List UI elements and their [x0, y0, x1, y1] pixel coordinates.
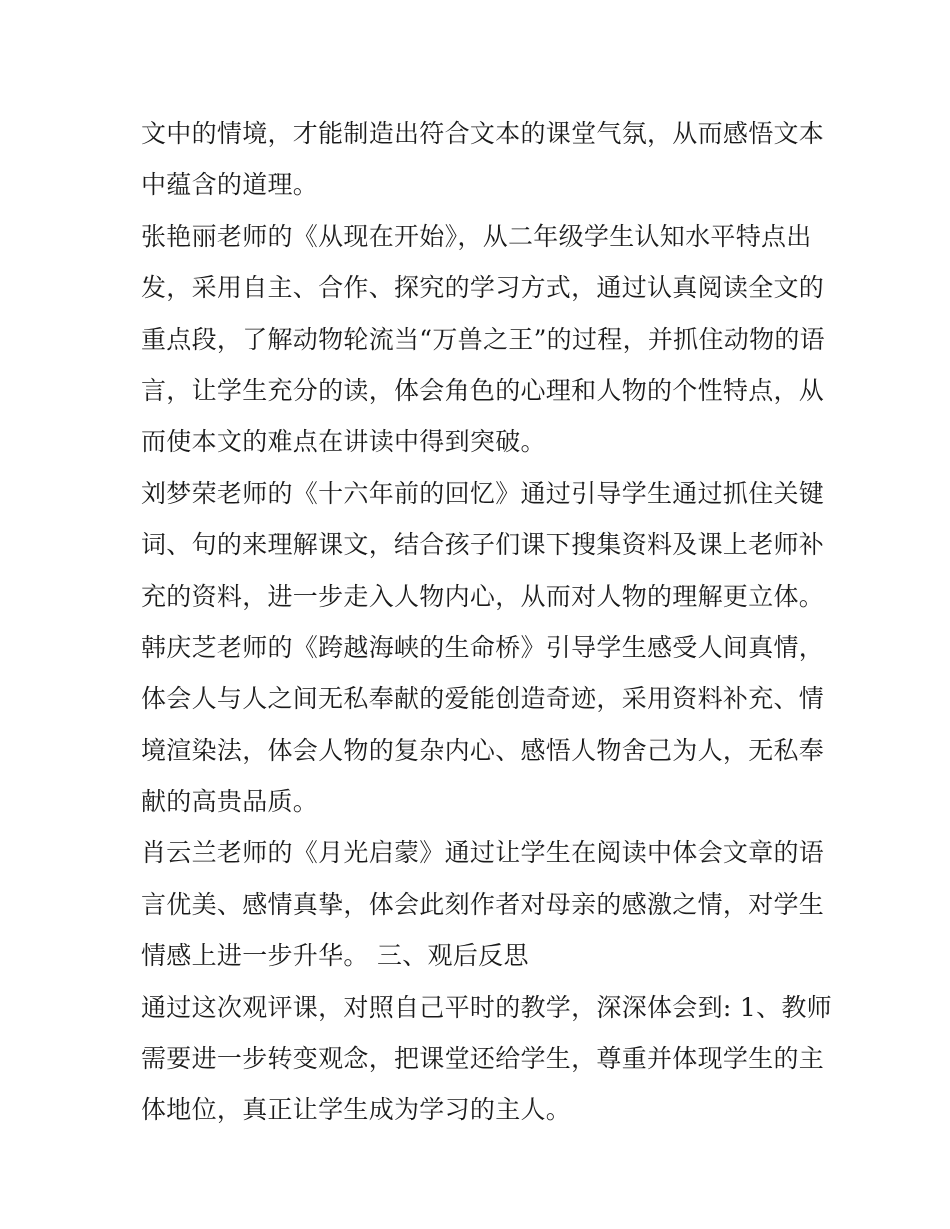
text-line: 文中的情境，才能制造出符合文本的课堂气氛，从而感悟文本 [141, 119, 825, 148]
text-line: 情感上进一步升华。 三、观后反思 [141, 941, 529, 971]
text-line: 刘梦荣老师的《十六年前的回忆》通过引导学生通过抓住关键 [141, 478, 825, 508]
text-line: 言优美、感情真挚，体会此刻作者对母亲的感激之情，对学生 [141, 889, 825, 919]
text-line: 充的资料，进一步走入人物内心，从而对人物的理解更立体。 [141, 581, 825, 611]
text-line: 言，让学生充分的读，体会角色的心理和人物的个性特点，从 [141, 375, 825, 405]
text-line: 而使本文的难点在讲读中得到突破。 [141, 427, 546, 457]
text-line: 重点段，了解动物轮流当“万兽之王”的过程，并抓住动物的语 [141, 324, 825, 354]
text-line: 肖云兰老师的《月光启蒙》通过让学生在阅读中体会文章的语 [141, 838, 825, 868]
text-line: 献的高贵品质。 [141, 787, 319, 817]
text-line: 体会人与人之间无私奉献的爱能创造奇迹，采用资料补充、情 [141, 684, 825, 714]
text-line: 词、句的来理解课文，结合孩子们课下搜集资料及课上老师补 [141, 530, 825, 560]
text-line: 通过这次观评课，对照自己平时的教学，深深体会到: 1、教师 [141, 992, 832, 1022]
text-line: 体地位，真正让学生成为学习的主人。 [141, 1095, 572, 1125]
text-line: 需要进一步转变观念，把课堂还给学生，尊重并体现学生的主 [141, 1044, 825, 1074]
text-line: 中蕴含的道理。 [141, 170, 319, 200]
document-body [141, 108, 832, 1136]
text-line: 境渲染法，体会人物的复杂内心、感悟人物舍己为人，无私奉 [141, 735, 825, 765]
text-line: 张艳丽老师的《从现在开始》，从二年级学生认知水平特点出 [141, 221, 812, 251]
text-line: 发，采用自主、合作、探究的学习方式，通过认真阅读全文的 [141, 273, 825, 303]
text-line: 韩庆芝老师的《跨越海峡的生命桥》引导学生感受人间真情， [141, 632, 825, 662]
